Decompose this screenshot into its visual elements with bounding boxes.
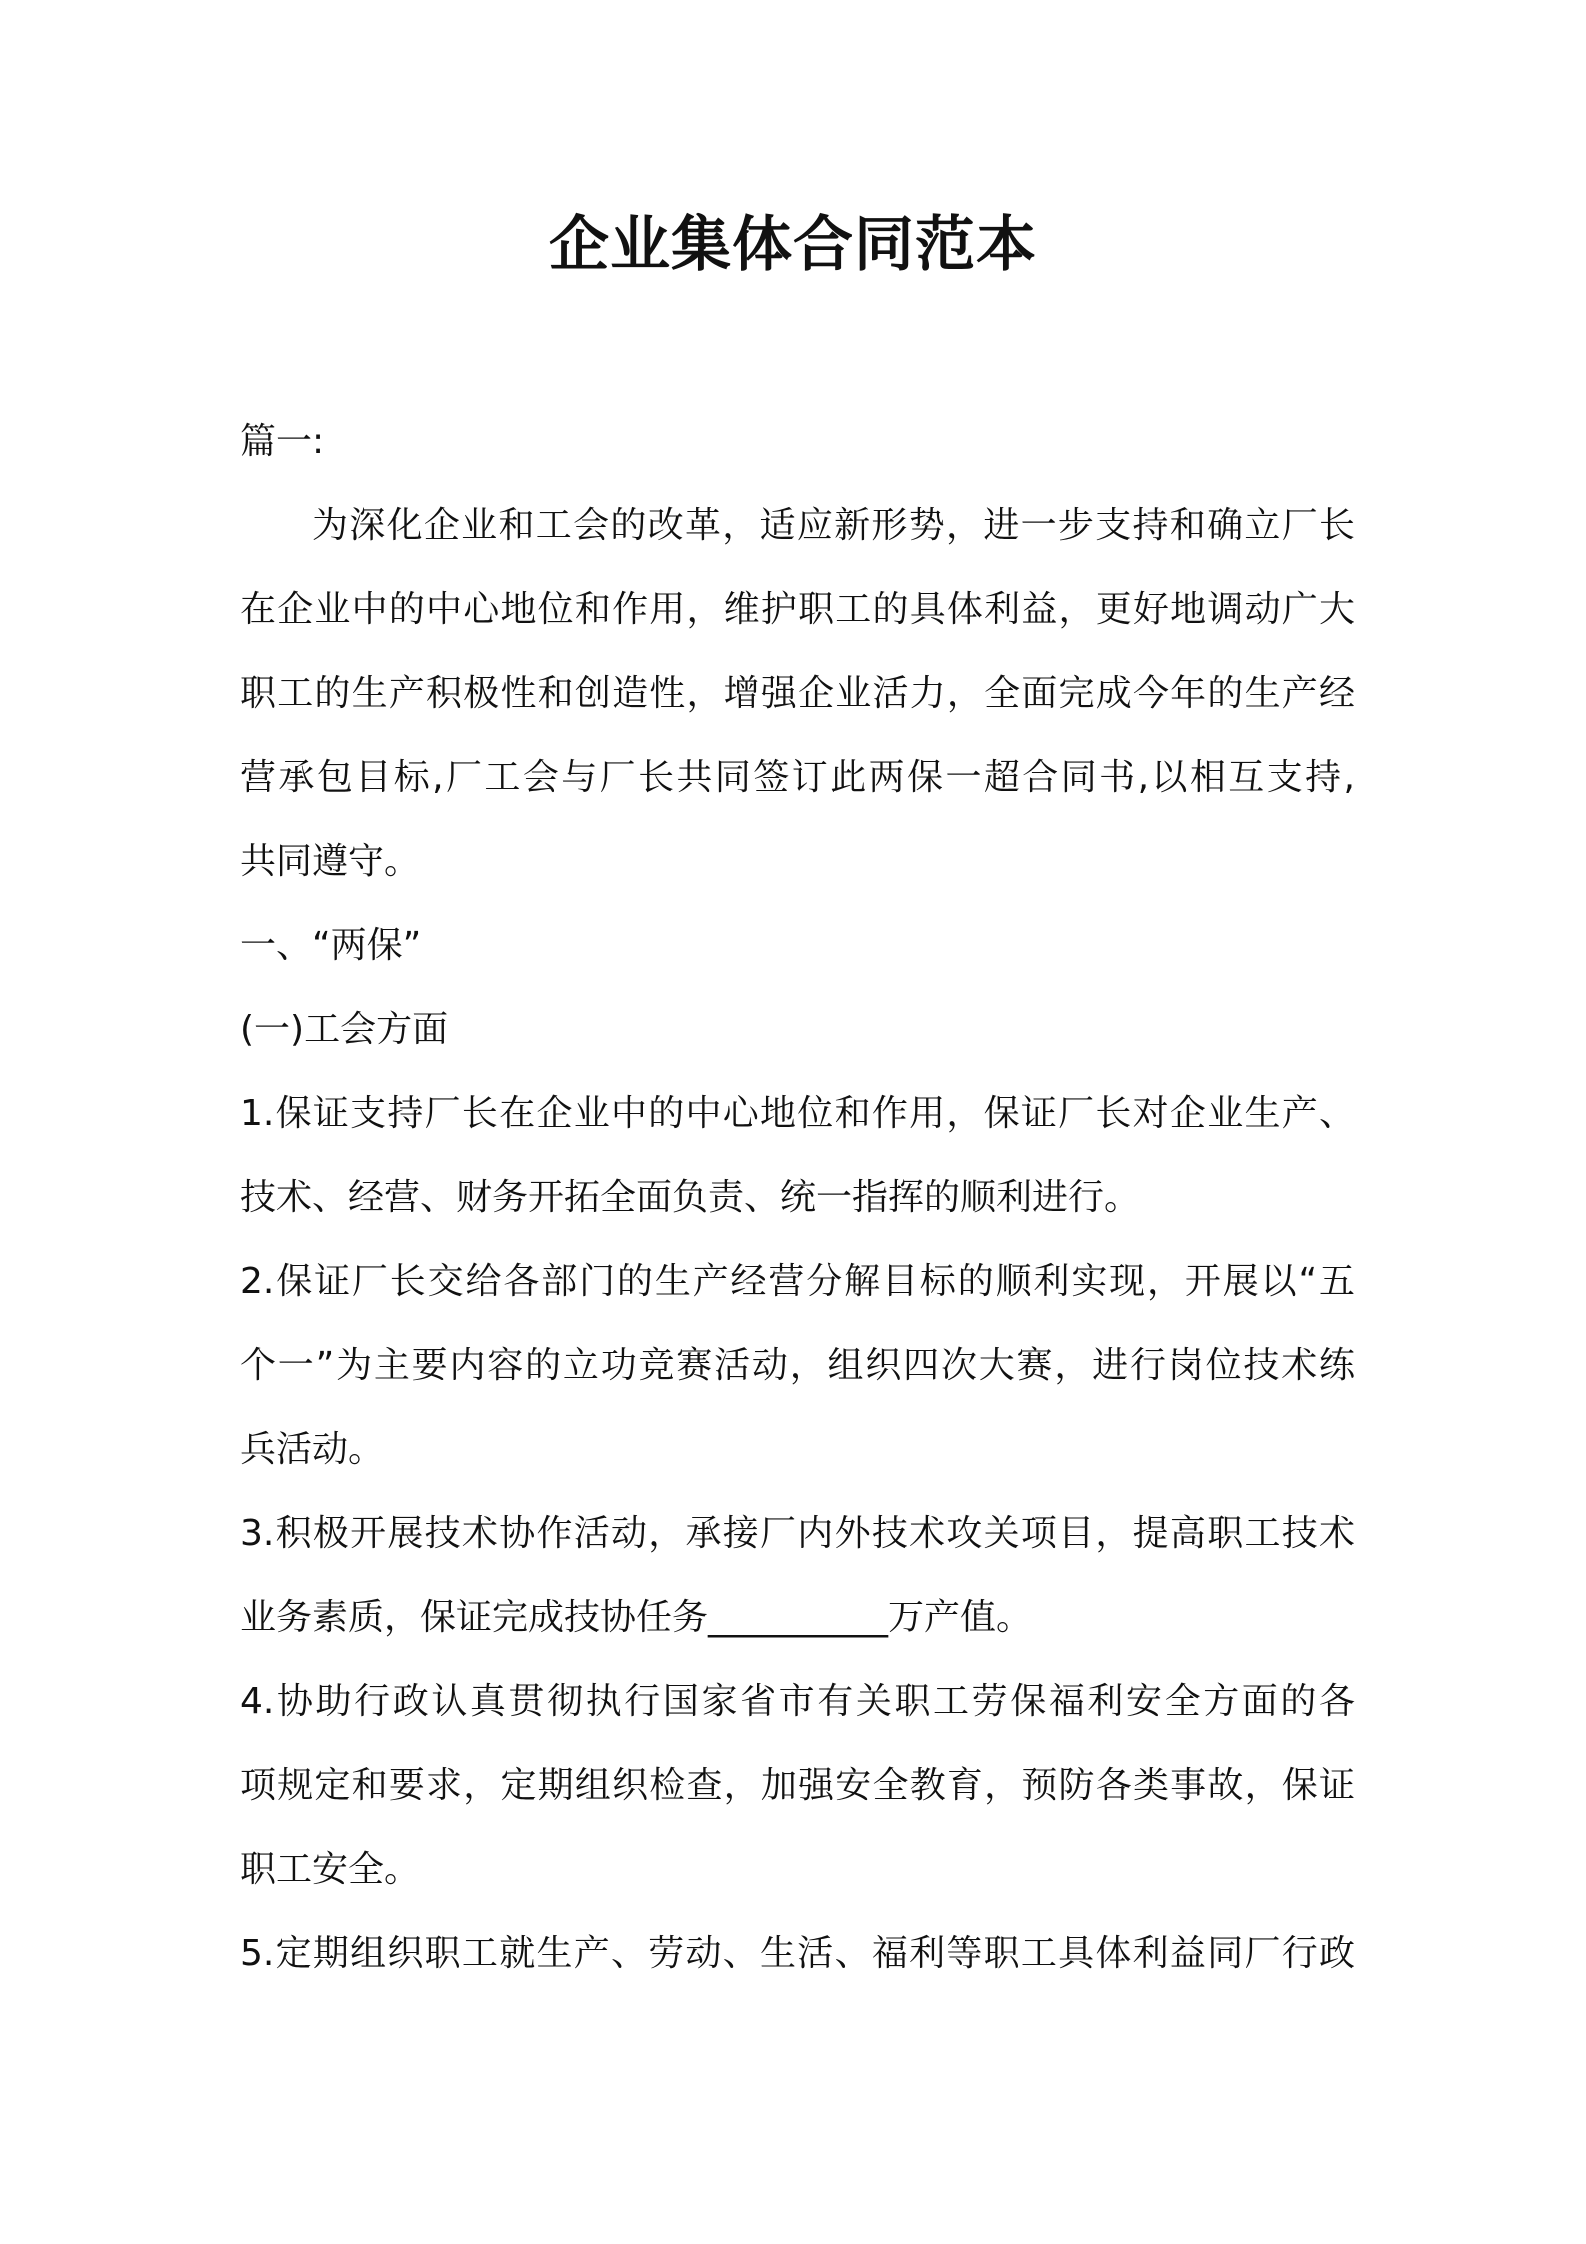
document-body <box>240 400 1355 1996</box>
paragraph-line: 个一”为主要内容的立功竞赛活动，组织四次大赛，进行岗位技术练 <box>240 1345 1355 1386</box>
paragraph-line: 职工安全。 <box>240 1849 421 1890</box>
paragraph-line: 一、“两保” <box>240 925 422 966</box>
paragraph-line: 4.协助行政认真贯彻执行国家省市有关职工劳保福利安全方面的各 <box>240 1681 1355 1722</box>
paragraph-line: 兵活动。 <box>240 1429 385 1470</box>
paragraph-line: 共同遵守。 <box>240 841 421 882</box>
paragraph-line: 篇一: <box>240 421 325 462</box>
paragraph-line: 5.定期组织职工就生产、劳动、生活、福利等职工具体利益同厂行政 <box>240 1933 1355 1974</box>
paragraph-line: 业务素质，保证完成技协任务__________万产值。 <box>240 1597 1033 1638</box>
paragraph-line: 3.积极开展技术协作活动，承接厂内外技术攻关项目，提高职工技术 <box>240 1513 1355 1554</box>
paragraph-line: 项规定和要求，定期组织检查，加强安全教育，预防各类事故，保证 <box>240 1765 1355 1806</box>
paragraph-line: 在企业中的中心地位和作用，维护职工的具体利益，更好地调动广大 <box>240 589 1355 630</box>
paragraph-line: 营承包目标,厂工会与厂长共同签订此两保一超合同书,以相互支持, <box>240 757 1355 798</box>
paragraph-line: 为深化企业和工会的改革，适应新形势，进一步支持和确立厂长 <box>312 505 1355 546</box>
paragraph-line: 2.保证厂长交给各部门的生产经营分解目标的顺利实现，开展以“五 <box>240 1261 1355 1302</box>
paragraph-line: 职工的生产积极性和创造性，增强企业活力，全面完成今年的生产经 <box>240 673 1355 714</box>
paragraph-line: 技术、经营、财务开拓全面负责、统一指挥的顺利进行。 <box>240 1177 1141 1218</box>
paragraph-line: 1.保证支持厂长在企业中的中心地位和作用，保证厂长对企业生产、 <box>240 1093 1355 1134</box>
paragraph-line: (一)工会方面 <box>240 1009 449 1050</box>
document-title: 企业集体合同范本 <box>549 210 1037 280</box>
